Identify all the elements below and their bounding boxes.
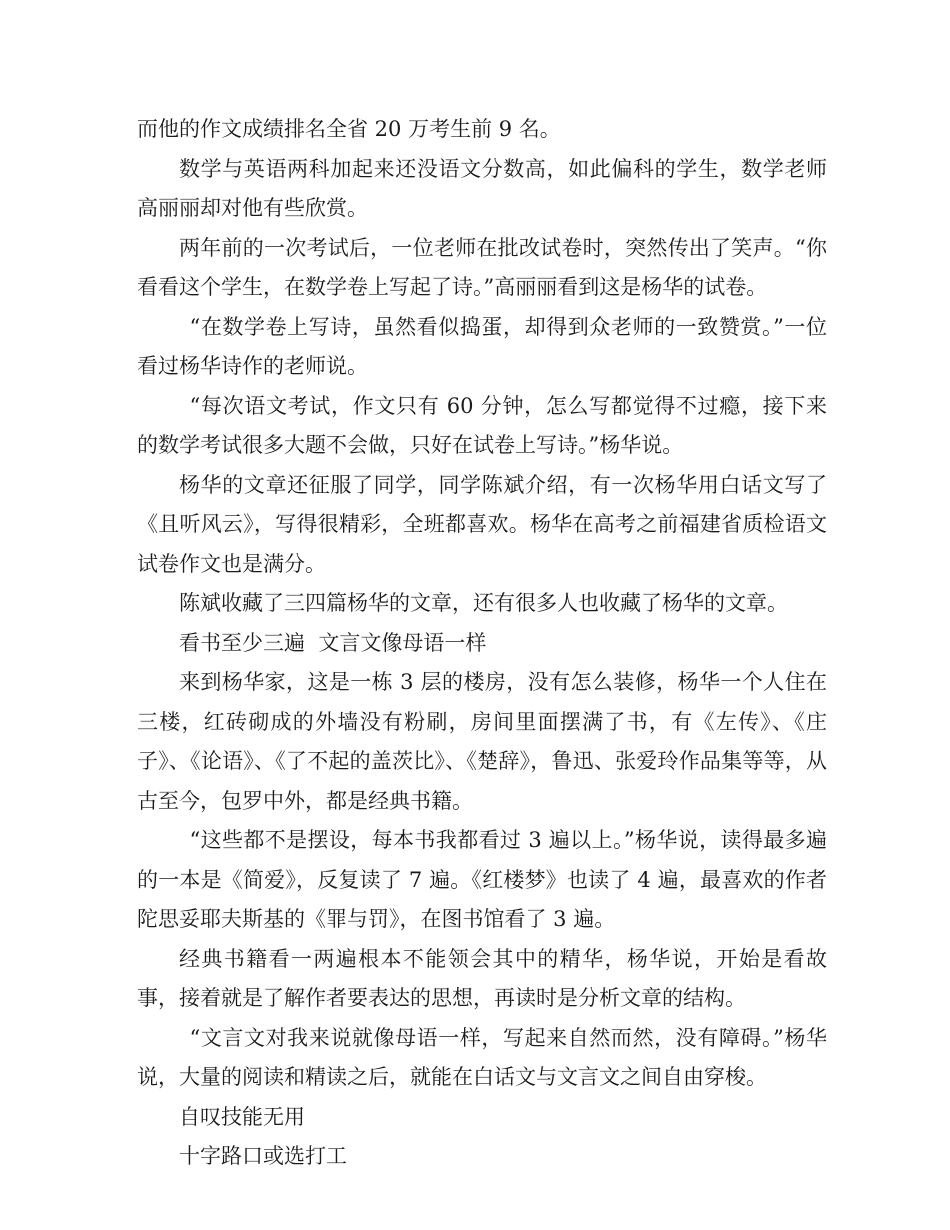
section-heading-crossroads: 十字路口或选打工 xyxy=(179,1144,347,1168)
section-heading-skills: 自叹技能无用 xyxy=(179,1104,305,1129)
paragraph-math-teacher: 数学与英语两科加起来还没语文分数高，如此偏科的学生，数学老师高丽丽却对他有些欣赏。 xyxy=(137,156,827,220)
paragraph-yanghua-quote: “每次语文考试，作文只有 60 分钟，怎么写都觉得不过瘾，接下来的数学考试很多大题不会做，只好在试卷上写诗。”杨华说。 xyxy=(137,393,827,457)
paragraph-classical-chinese: “文言文对我来说就像母语一样，写起来自然而然，没有障碍。”杨华说，大量的阅读和精读之后，就能在白话文与文言文之间自由穿梭。 xyxy=(137,1025,827,1089)
paragraph-exam-laughter: 两年前的一次考试后，一位老师在批改试卷时，突然传出了笑声。“你看看这个学生，在数学卷上写起了诗。”高丽丽看到这是杨华的试卷。 xyxy=(137,235,827,299)
paragraph-books-read: “这些都不是摆设，每本书我都看过 3 遍以上。”杨华说，读得最多遍的一本是《简爱》，反复读了 7 遍。《红楼梦》也读了 4 遍，最喜欢的作者陀思妥耶夫斯基的《罪与罚》，在图书馆看了 3 遍。 xyxy=(137,828,827,931)
paragraph-home-visit: 来到杨华家，这是一栋 3 层的楼房，没有怎么装修，杨华一个人住在三楼，红砖砌成的外墙没有粉刷，房间里面摆满了书，有《左传》、《庄子》、《论语》、《了不起的盖茨比》、《楚辞》，鲁迅、张爱玲作品集等等，从古至今，包罗中外，都是经典书籍。 xyxy=(137,670,827,813)
section-heading-reading: 看书至少三遍 文言文像母语一样 xyxy=(179,630,487,655)
paragraph-teacher-quote: “在数学卷上写诗，虽然看似捣蛋，却得到众老师的一致赞赏。”一位看过杨华诗作的老师说。 xyxy=(137,314,827,378)
paragraph-reading-method: 经典书籍看一两遍根本不能领会其中的精华，杨华说，开始是看故事，接着就是了解作者要表达的思想，再读时是分析文章的结构。 xyxy=(137,946,827,1010)
paragraph-score-ranking: 而他的作文成绩排名全省 20 万考生前 9 名。 xyxy=(137,117,561,141)
article-body xyxy=(137,110,827,1177)
paragraph-collection: 陈斌收藏了三四篇杨华的文章，还有很多人也收藏了杨华的文章。 xyxy=(179,591,788,615)
paragraph-classmate: 杨华的文章还征服了同学，同学陈斌介绍，有一次杨华用白话文写了《且听风云》，写得很精彩，全班都喜欢。杨华在高考之前福建省质检语文试卷作文也是满分。 xyxy=(137,472,827,576)
